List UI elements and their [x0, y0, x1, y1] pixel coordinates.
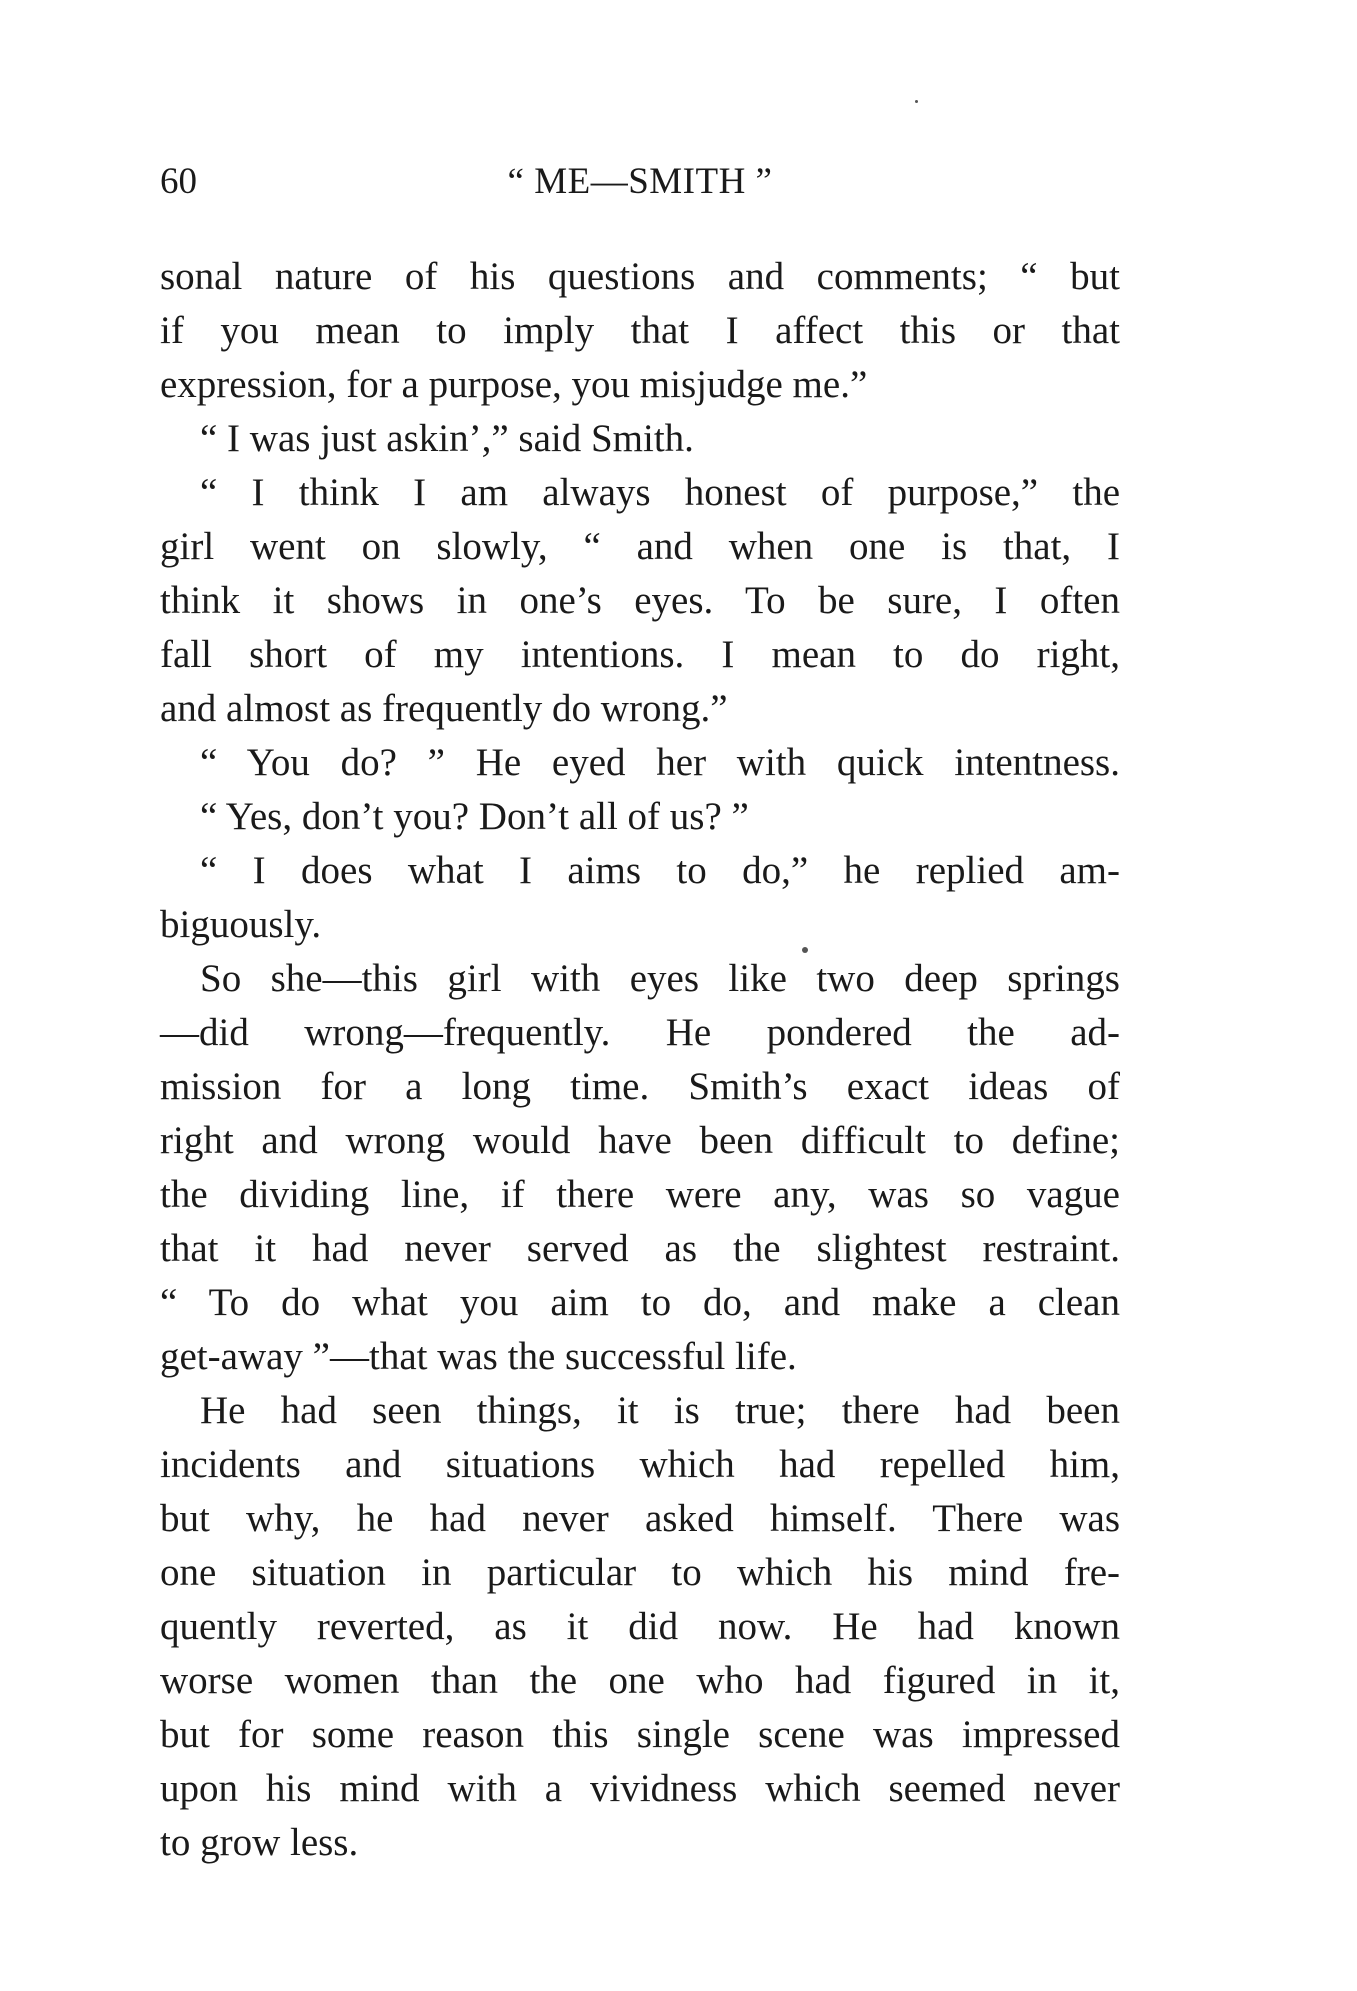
text-line: “ You do? ” He eyed her with quick intentness. — [200, 741, 1120, 784]
text-line: mission for a long time. Smith’s exact ideas of — [160, 1065, 1120, 1108]
text-line: fall short of my intentions. I mean to do right, — [160, 633, 1120, 676]
text-line: upon his mind with a vividness which seemed never — [160, 1767, 1120, 1810]
text-line: to grow less. — [160, 1821, 359, 1864]
text-line: “ I think I am always honest of purpose,” the — [200, 471, 1120, 514]
text-line: get-away ”—that was the successful life. — [160, 1335, 797, 1378]
text-line: He had seen things, it is true; there had been — [200, 1389, 1120, 1432]
text-line: expression, for a purpose, you misjudge me.” — [160, 363, 868, 406]
running-title: “ ME—SMITH ” — [507, 161, 773, 202]
text-line: girl went on slowly, “ and when one is that, I — [160, 525, 1120, 568]
text-line: sonal nature of his questions and comments; “ but — [160, 255, 1120, 298]
text-line: but why, he had never asked himself. There was — [160, 1497, 1120, 1540]
paper-speck — [915, 100, 918, 103]
text-line: right and wrong would have been difficult to define; — [160, 1119, 1120, 1162]
text-line: worse women than the one who had figured in it, — [160, 1659, 1120, 1702]
text-line: one situation in particular to which his mind fre- — [160, 1551, 1120, 1594]
text-line: and almost as frequently do wrong.” — [160, 687, 728, 730]
text-line: “ I was just askin’,” said Smith. — [200, 417, 694, 460]
text-line: incidents and situations which had repelled him, — [160, 1443, 1120, 1486]
body-text — [160, 250, 1120, 1870]
text-line: “ Yes, don’t you? Don’t all of us? ” — [200, 795, 749, 838]
text-line: “ To do what you aim to do, and make a clean — [160, 1281, 1120, 1324]
paper-speck — [802, 947, 808, 953]
text-line: the dividing line, if there were any, was so vague — [160, 1173, 1120, 1216]
page-header — [160, 160, 1120, 216]
text-line: —did wrong—frequently. He pondered the ad- — [160, 1011, 1120, 1054]
page-number: 60 — [160, 161, 197, 202]
text-line: that it had never served as the slightest restraint. — [160, 1227, 1120, 1270]
text-line: So she—this girl with eyes like two deep springs — [200, 957, 1120, 1000]
text-line: if you mean to imply that I affect this or that — [160, 309, 1120, 352]
text-line: think it shows in one’s eyes. To be sure, I often — [160, 579, 1120, 622]
text-line: biguously. — [160, 903, 322, 946]
text-line: but for some reason this single scene was impressed — [160, 1713, 1120, 1756]
text-line: quently reverted, as it did now. He had known — [160, 1605, 1120, 1648]
text-line: “ I does what I aims to do,” he replied am- — [200, 849, 1120, 892]
